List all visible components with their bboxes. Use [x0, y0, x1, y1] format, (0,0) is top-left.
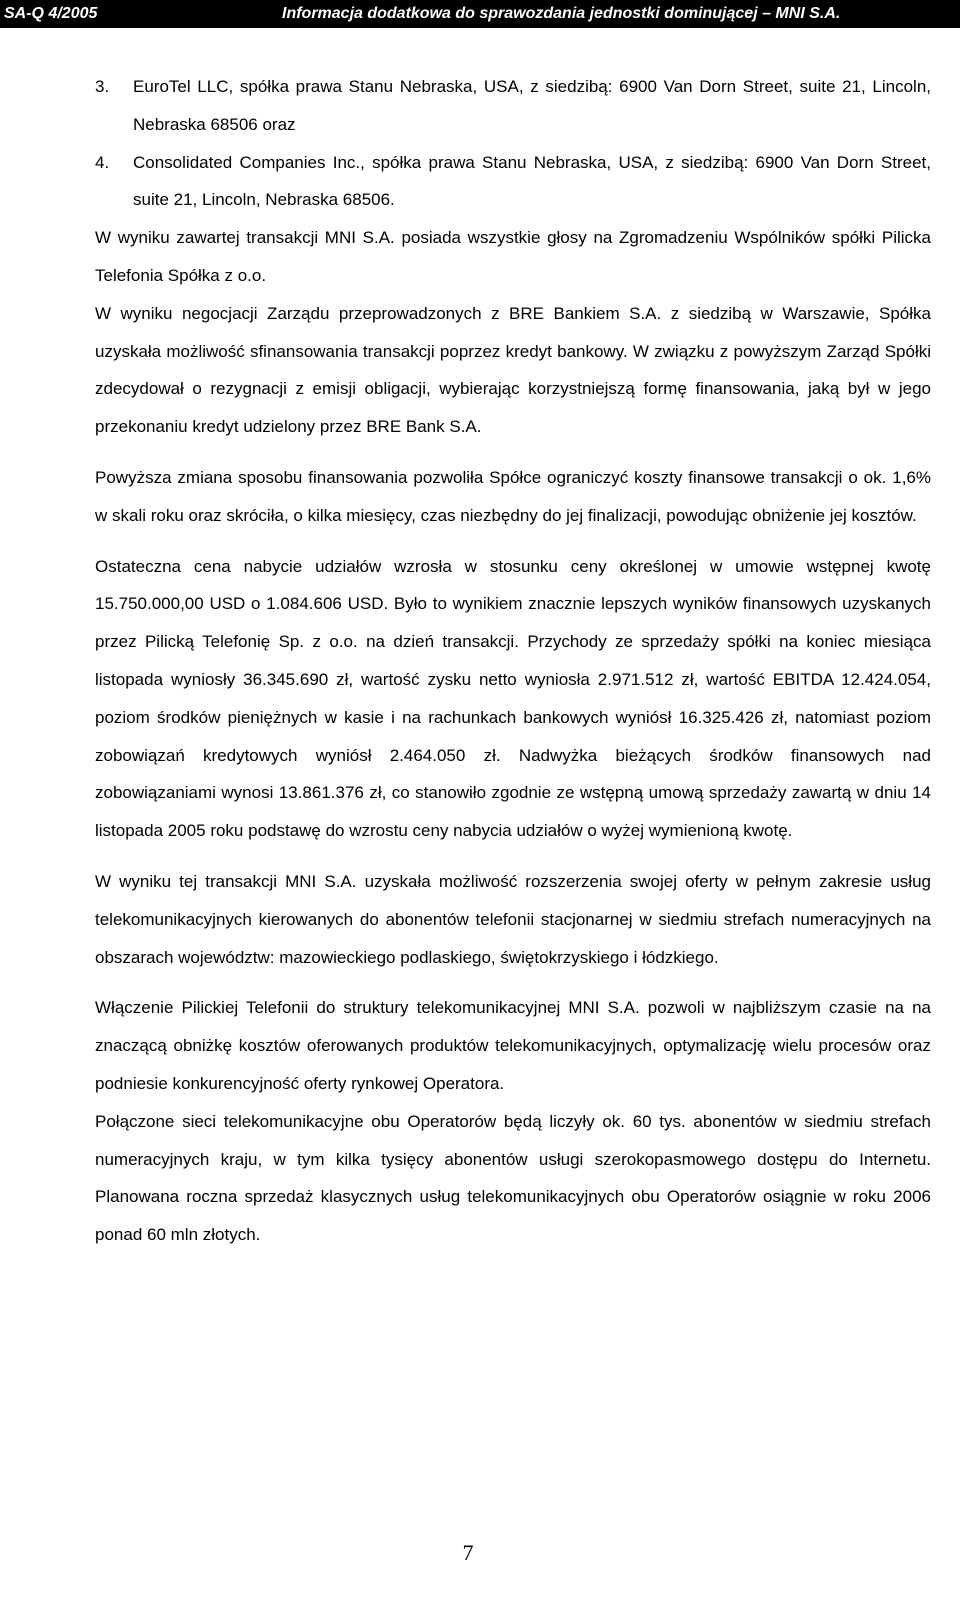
paragraph: W wyniku zawartej transakcji MNI S.A. posiada wszystkie głosy na Zgromadzeniu Wspólników spółki Pilicka Telefonia Spółka z o.o.	[95, 228, 931, 285]
list-item-number: 4.	[95, 152, 110, 172]
document-body	[95, 68, 931, 1254]
list-item	[95, 68, 931, 144]
list-item-text: Consolidated Companies Inc., spółka prawa Stanu Nebraska, USA, z siedzibą: 6900 Van Dorn Street, suite 21, Lincoln, Nebraska 68506.	[133, 152, 931, 210]
paragraph: W wyniku tej transakcji MNI S.A. uzyskała możliwość rozszerzenia swojej oferty w pełnym zakresie usług telekomunikacyjnych kierowanych do abonentów telefonii stacjonarnej w siedmiu strefach numeracyjnych na obszarach województw: mazowieckiego podlaskiego, świętokrzyskiego i łódzkiego.	[95, 871, 931, 967]
paragraph: W wyniku negocjacji Zarządu przeprowadzonych z BRE Bankiem S.A. z siedzibą w Warszawie, Spółka uzyskała możliwość sfinansowania transakcji poprzez kredyt bankowy. W związku z powyższym Zarząd Spółki zdecydował o rezygnacji z emisji obligacji, wybierając korzystniejszą formę finansowania, jaką był w jego przekonaniu kredyt udzielony przez BRE Bank S.A.	[95, 303, 931, 437]
paragraph: Włączenie Pilickiej Telefonii do struktury telekomunikacyjnej MNI S.A. pozwoli w najbliższym czasie na na znaczącą obniżkę kosztów oferowanych produktów telekomunikacyjnych, optymalizację wielu procesów oraz podniesie konkurencyjność oferty rynkowej Operatora.	[95, 998, 931, 1093]
paragraph: Ostateczna cena nabycie udziałów wzrosła w stosunku ceny określonej w umowie wstępnej kwotę 15.750.000,00 USD o 1.084.606 USD. Było to wynikiem znacznie lepszych wyników finansowych uzyskanych przez Pilicką Telefonię Sp. z o.o. na dzień transakcji. Przychody ze sprzedaży spółki na koniec miesiąca listopada wyniosły 36.345.690 zł, wartość zysku netto wyniosła 2.971.512 zł, wartość EBITDA 12.424.054, poziom środków pieniężnych w kasie i na rachunkach bankowych wyniósł 16.325.426 zł, natomiast poziom zobowiązań kredytowych wyniósł 2.464.050 zł. Nadwyżka bieżących środków finansowych nad zobowiązaniami wynosi 13.861.376 zł, co stanowiło zgodnie ze wstępną umową sprzedaży zawartą w dniu 14 listopada 2005 roku podstawę do wzrostu ceny nabycia udziałów o wyżej wymienioną kwotę.	[95, 556, 931, 841]
paragraph: Połączone sieci telekomunikacyjne obu Operatorów będą liczyły ok. 60 tys. abonentów w siedmiu strefach numeracyjnych kraju, w tym kilka tysięcy abonentów usługi szerokopasmowego dostępu do Internetu. Planowana roczna sprzedaż klasycznych usług telekomunikacyjnych obu Operatorów osiągnie w roku 2006 ponad 60 mln złotych.	[95, 1111, 931, 1245]
page-number: 7	[462, 1540, 474, 1565]
report-title: Informacja dodatkowa do sprawozdania jednostki dominującej – MNI S.A.	[282, 5, 841, 22]
paragraph: Powyższa zmiana sposobu finansowania pozwoliła Spółce ograniczyć koszty finansowe transakcji o ok. 1,6% w skali roku oraz skróciła, o kilka miesięcy, czas niezbędny do jej finalizacji, powodując obniżenie jej kosztów.	[95, 467, 931, 525]
list-item-text: EuroTel LLC, spółka prawa Stanu Nebraska, USA, z siedzibą: 6900 Van Dorn Street, suite 21, Lincoln, Nebraska 68506 oraz	[133, 77, 931, 134]
page-header	[0, 0, 960, 28]
list-item-number: 3.	[95, 77, 110, 96]
list-item	[95, 144, 931, 220]
report-code: SA-Q 4/2005	[4, 5, 98, 22]
